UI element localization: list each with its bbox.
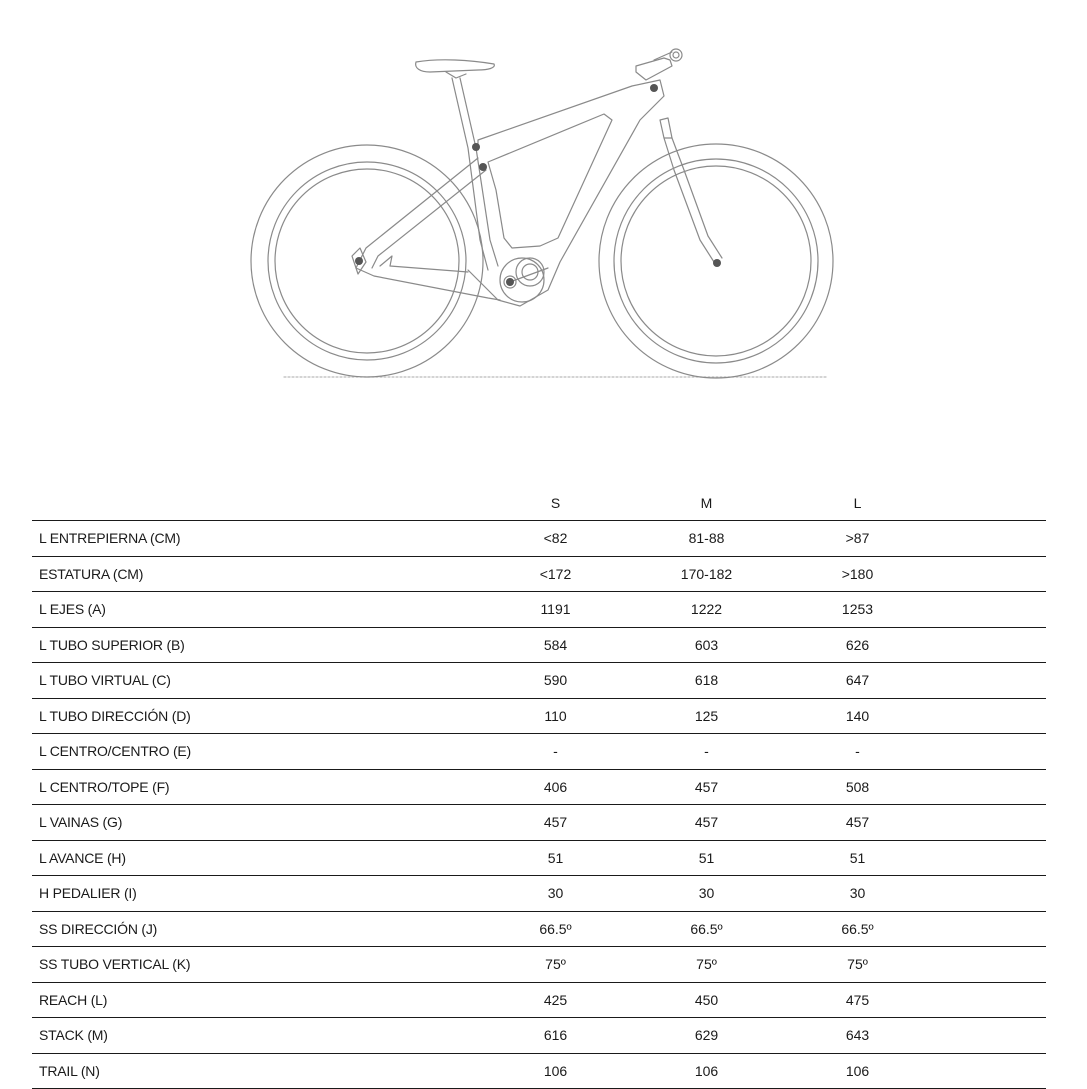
row-value-s: 110 <box>480 698 631 734</box>
table-row <box>32 947 1046 983</box>
row-value-s: - <box>480 734 631 770</box>
fork-icon <box>660 118 722 262</box>
row-value-m: 81-88 <box>631 521 782 557</box>
row-value-m: 629 <box>631 1018 782 1054</box>
table-row <box>32 734 1046 770</box>
row-value-s: 30 <box>480 876 631 912</box>
size-header-l: L <box>782 486 933 521</box>
row-value-m: 51 <box>631 840 782 876</box>
table-row <box>32 1053 1046 1089</box>
table-row <box>32 805 1046 841</box>
bottom-bracket-point <box>506 278 514 286</box>
rear-wheel-icon <box>251 145 483 377</box>
row-value-l: 626 <box>782 627 933 663</box>
row-label: L TUBO SUPERIOR (B) <box>32 627 480 663</box>
row-value-s: 66.5º <box>480 911 631 947</box>
size-header-m: M <box>631 486 782 521</box>
saddle-icon <box>416 60 495 78</box>
row-value-s: 106 <box>480 1053 631 1089</box>
row-value-m: 457 <box>631 805 782 841</box>
row-value-l: 475 <box>782 982 933 1018</box>
row-value-m: 450 <box>631 982 782 1018</box>
row-value-m: 170-182 <box>631 556 782 592</box>
row-label: L VAINAS (G) <box>32 805 480 841</box>
row-label: SS DIRECCIÓN (J) <box>32 911 480 947</box>
table-row <box>32 556 1046 592</box>
row-value-m: 457 <box>631 769 782 805</box>
row-value-m: 125 <box>631 698 782 734</box>
rear-axle-point <box>355 257 363 265</box>
seat-tube-point <box>472 143 480 151</box>
seat-cluster-point <box>479 163 487 171</box>
table-row <box>32 521 1046 557</box>
row-value-l: 508 <box>782 769 933 805</box>
row-value-s: <172 <box>480 556 631 592</box>
size-header-row <box>32 486 1046 521</box>
row-value-m: 106 <box>631 1053 782 1089</box>
row-label: TRAIL (N) <box>32 1053 480 1089</box>
row-value-m: 75º <box>631 947 782 983</box>
row-value-l: 51 <box>782 840 933 876</box>
table-row <box>32 1018 1046 1054</box>
row-label: L TUBO VIRTUAL (C) <box>32 663 480 699</box>
row-label: REACH (L) <box>32 982 480 1018</box>
row-value-l: >87 <box>782 521 933 557</box>
bike-geometry-illustration <box>0 0 1087 400</box>
row-value-l: 457 <box>782 805 933 841</box>
table-row <box>32 982 1046 1018</box>
table-row <box>32 769 1046 805</box>
size-header-s: S <box>480 486 631 521</box>
row-value-l: 30 <box>782 876 933 912</box>
row-label: H PEDALIER (I) <box>32 876 480 912</box>
row-value-m: 30 <box>631 876 782 912</box>
geometry-table-body <box>32 521 1046 1089</box>
head-tube-point <box>650 84 658 92</box>
table-row <box>32 663 1046 699</box>
row-value-l: 140 <box>782 698 933 734</box>
row-value-m: - <box>631 734 782 770</box>
row-value-l: >180 <box>782 556 933 592</box>
row-value-s: 457 <box>480 805 631 841</box>
row-label: ESTATURA (CM) <box>32 556 480 592</box>
row-label: STACK (M) <box>32 1018 480 1054</box>
table-row <box>32 840 1046 876</box>
table-row <box>32 876 1046 912</box>
row-value-s: 1191 <box>480 592 631 628</box>
row-label: L CENTRO/TOPE (F) <box>32 769 480 805</box>
row-value-m: 603 <box>631 627 782 663</box>
row-value-m: 1222 <box>631 592 782 628</box>
row-value-l: 75º <box>782 947 933 983</box>
row-value-s: 425 <box>480 982 631 1018</box>
handlebar-stem-icon <box>636 49 682 80</box>
row-label: L TUBO DIRECCIÓN (D) <box>32 698 480 734</box>
frame-icon <box>352 78 664 306</box>
table-row <box>32 698 1046 734</box>
row-label: L CENTRO/CENTRO (E) <box>32 734 480 770</box>
row-value-m: 618 <box>631 663 782 699</box>
row-label: L ENTREPIERNA (CM) <box>32 521 480 557</box>
row-value-l: - <box>782 734 933 770</box>
row-value-l: 643 <box>782 1018 933 1054</box>
table-row <box>32 911 1046 947</box>
row-value-l: 66.5º <box>782 911 933 947</box>
front-axle-point <box>713 259 721 267</box>
row-value-s: 406 <box>480 769 631 805</box>
row-value-s: 616 <box>480 1018 631 1054</box>
row-value-s: 584 <box>480 627 631 663</box>
row-label: SS TUBO VERTICAL (K) <box>32 947 480 983</box>
table-row <box>32 592 1046 628</box>
row-value-l: 106 <box>782 1053 933 1089</box>
row-label: L AVANCE (H) <box>32 840 480 876</box>
row-value-s: 590 <box>480 663 631 699</box>
row-label: L EJES (A) <box>32 592 480 628</box>
geometry-table <box>32 486 1046 1089</box>
row-value-s: 51 <box>480 840 631 876</box>
row-value-l: 1253 <box>782 592 933 628</box>
label-column-header <box>32 486 480 521</box>
row-value-m: 66.5º <box>631 911 782 947</box>
table-row <box>32 627 1046 663</box>
row-value-l: 647 <box>782 663 933 699</box>
row-value-s: 75º <box>480 947 631 983</box>
row-value-s: <82 <box>480 521 631 557</box>
